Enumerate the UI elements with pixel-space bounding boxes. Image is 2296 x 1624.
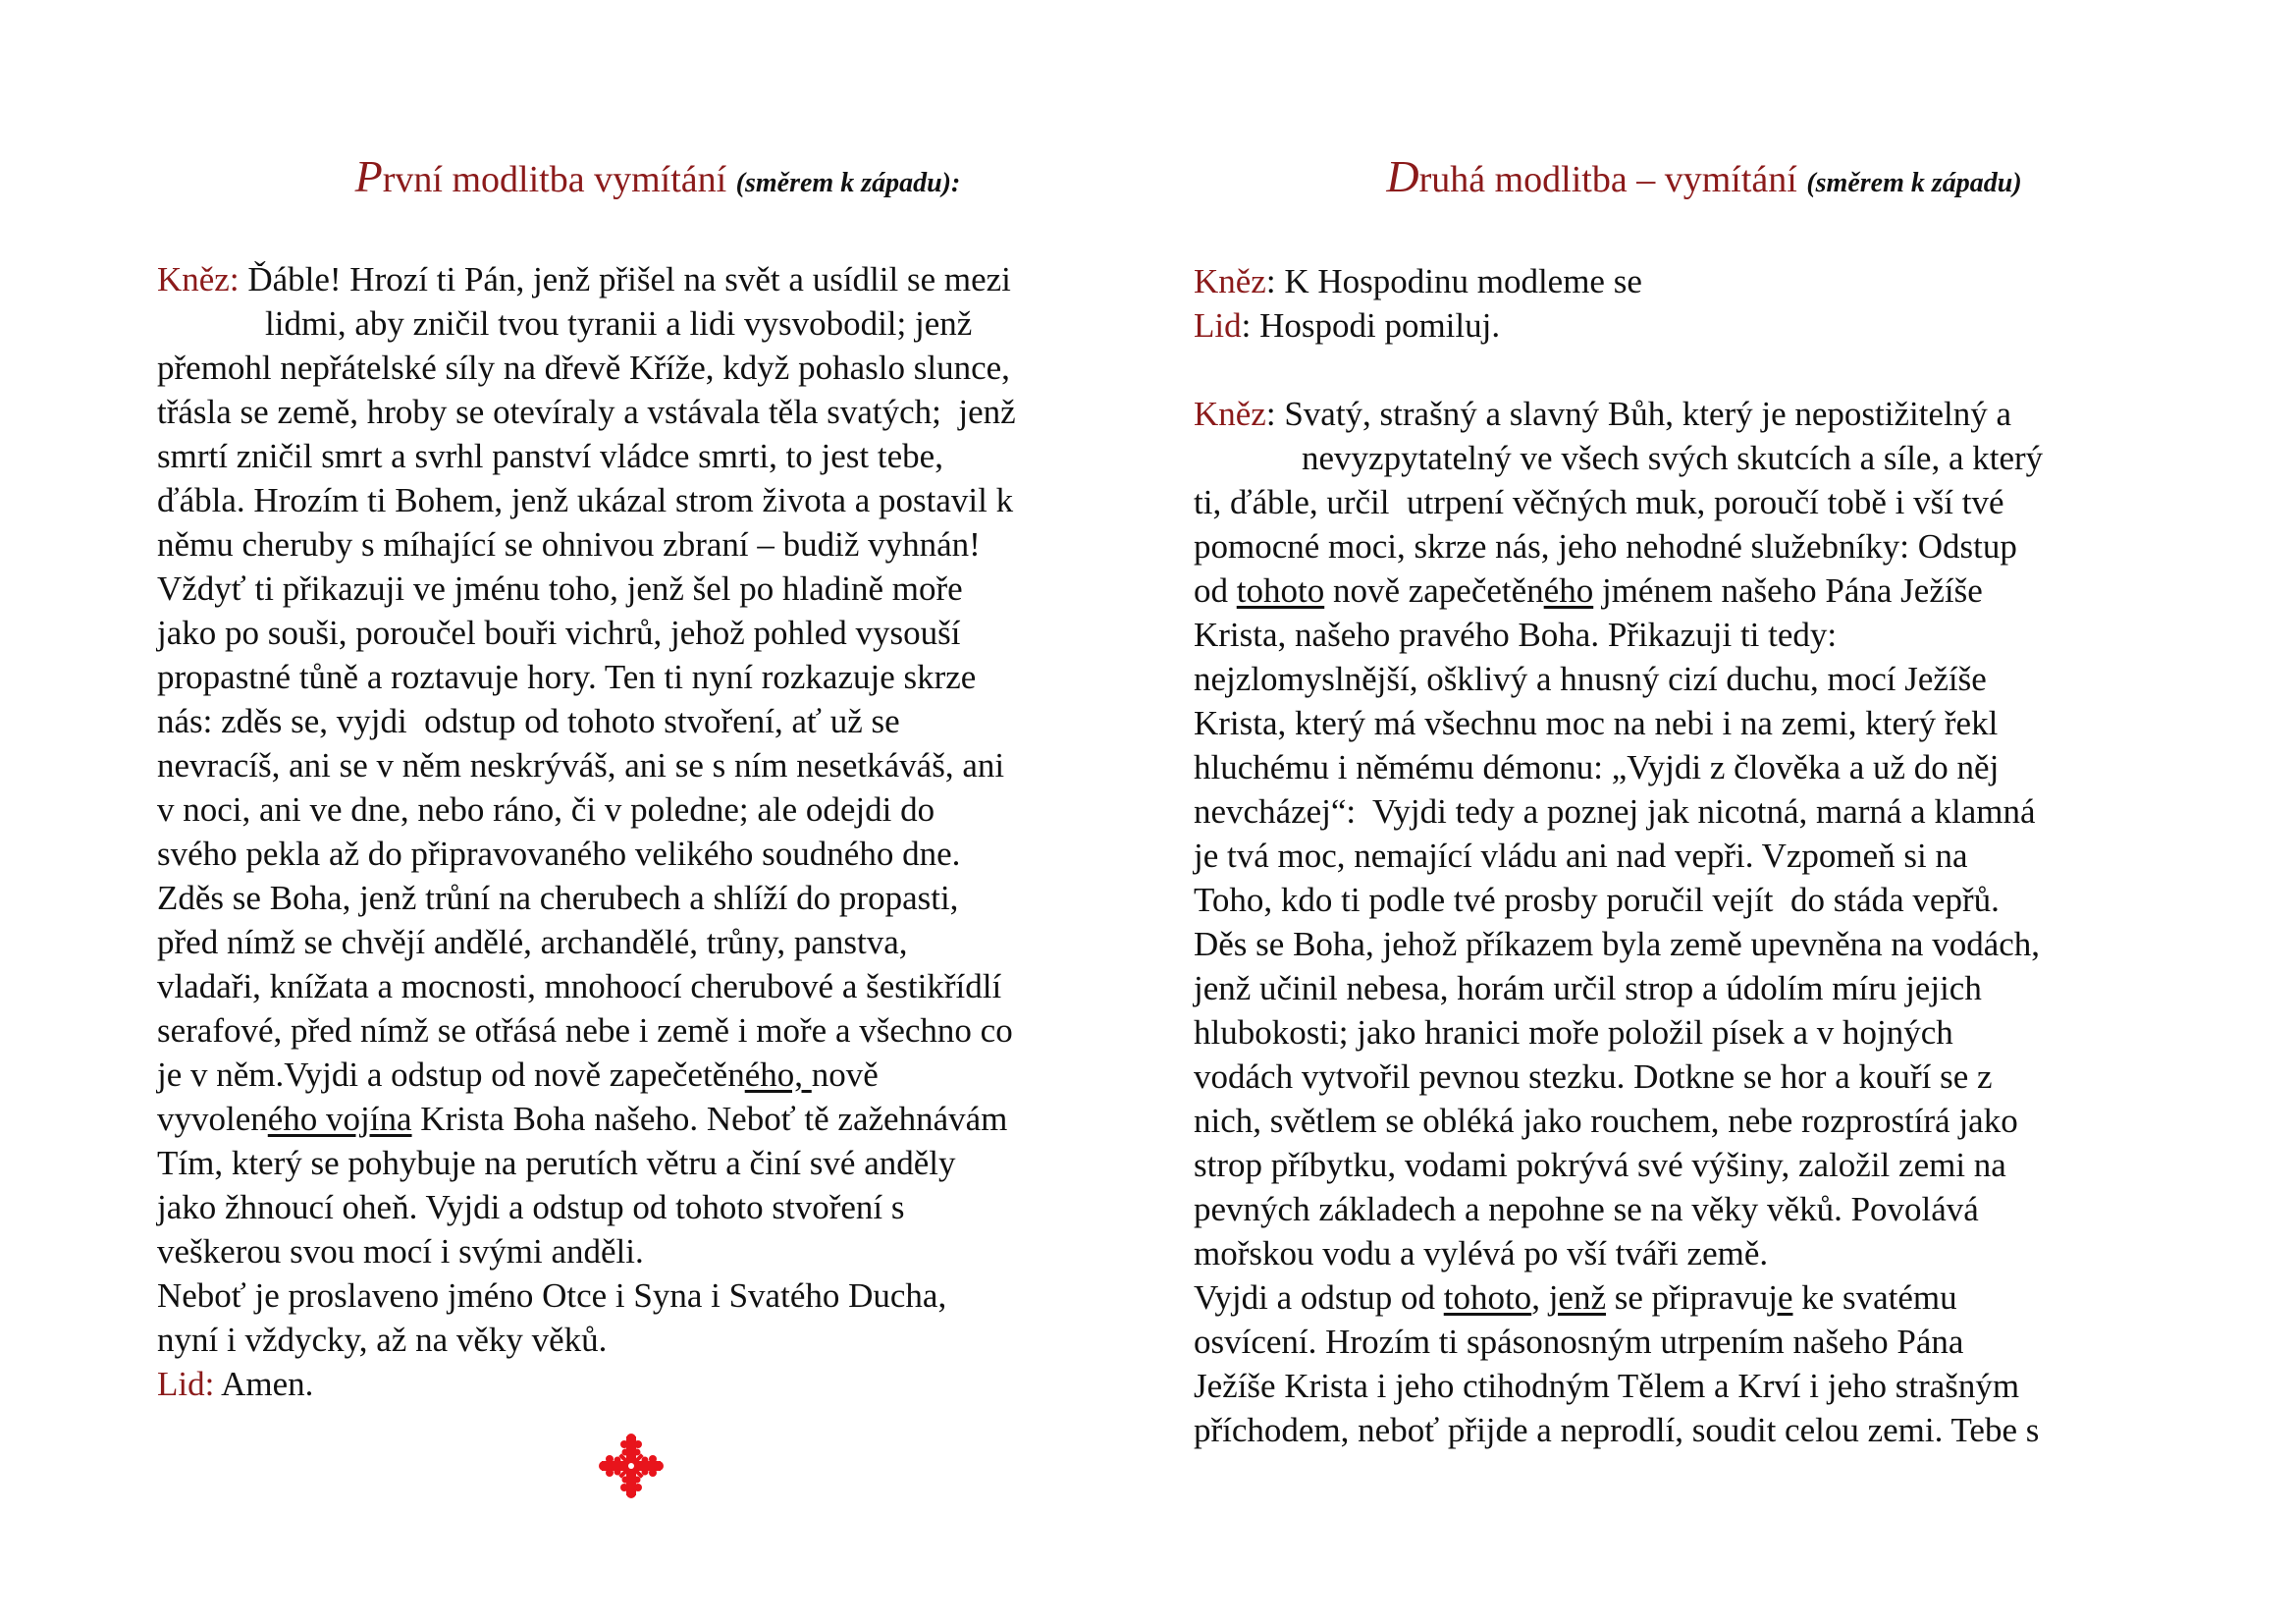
text-line	[157, 655, 1129, 699]
text-segment: : Svatý, strašný a slavný Bůh, který je nepostižitelný a	[1265, 395, 2012, 433]
text-segment: pevných základech a nepohne se na věky věků. Povolává	[1194, 1190, 1979, 1228]
text-segment: Vždyť ti přikazuji ve jménu toho, jenž šel po hladině moře	[157, 569, 963, 608]
text-line	[1194, 259, 2175, 303]
text-segment: Krista Boha našeho. Neboť tě zažehnávám	[411, 1100, 1008, 1138]
text-line	[157, 478, 1129, 522]
text-line	[1194, 392, 2175, 436]
text-segment: Vyjdi a odstup od	[1194, 1278, 1444, 1317]
speaker-label: Lid	[1194, 306, 1242, 345]
text-line	[157, 1008, 1129, 1053]
text-line	[157, 390, 1129, 434]
right-title	[1233, 147, 2175, 206]
text-segment: třásla se země, hroby se otevíraly a vstávala těla svatých; jenž	[157, 393, 1016, 431]
left-column	[157, 147, 1129, 1406]
text-line	[1194, 436, 2175, 480]
text-segment: vodách vytvořil pevnou stezku. Dotkne se hor a kouří se z	[1194, 1057, 1993, 1096]
left-prayer-text	[157, 257, 1129, 1406]
text-line	[1194, 1143, 2175, 1187]
text-line	[1194, 789, 2175, 834]
text-segment: od	[1194, 571, 1237, 610]
text-segment: nejzlomyslnější, ošklivý a hnusný cizí duchu, mocí Ježíše	[1194, 660, 1987, 698]
text-segment: pomocné moci, skrze nás, jeho nehodné služebníky: Odstup	[1194, 527, 2017, 566]
text-segment: ,	[1531, 1278, 1549, 1317]
text-segment: lidmi, aby zničil tvou tyranii a lidi vysvobodil; jenž	[265, 304, 973, 343]
text-segment: hluchému i němému démonu: „Vyjdi z člověka a už do něj	[1194, 748, 2000, 786]
text-segment: němu cheruby s míhající se ohnivou zbraní – budiž vyhnán!	[157, 525, 981, 564]
text-segment: v noci, ani ve dne, nebo ráno, či v poledne; ale odejdi do	[157, 790, 935, 829]
text-line	[1194, 1187, 2175, 1231]
right-title-dropcap: D	[1386, 151, 1419, 201]
left-title-subtitle: (směrem k západu):	[735, 168, 961, 198]
right-prayer-text	[1194, 259, 2175, 1452]
underlined-text: ého	[1543, 571, 1594, 610]
text-line	[1194, 1055, 2175, 1099]
text-line	[157, 434, 1129, 478]
text-line	[1194, 1010, 2175, 1055]
text-segment: smrtí zničil smrt a svrhl panství vládce smrti, to jest tebe,	[157, 437, 943, 475]
text-segment: jménem našeho Pána Ježíše	[1593, 571, 1983, 610]
text-segment: před nímž se chvějí andělé, archandělé, trůny, panstva,	[157, 923, 908, 961]
text-segment: jako žhnoucí oheň. Vyjdi a odstup od tohoto stvoření s	[157, 1188, 905, 1226]
text-segment: Amen.	[214, 1365, 314, 1403]
right-title-main: ruhá modlitba – vymítání	[1418, 159, 1797, 200]
text-segment: ďábla. Hrozím ti Bohem, jenž ukázal strom života a postavil k	[157, 481, 1014, 519]
text-segment: přemohl nepřátelské síly na dřevě Kříže, když pohaslo slunce,	[157, 349, 1010, 387]
text-line	[157, 1185, 1129, 1229]
underlined-text: je	[1768, 1278, 1793, 1317]
text-line	[1194, 657, 2175, 701]
cross-ornament-icon	[599, 1434, 664, 1498]
text-segment: Ježíše Krista i jeho ctihodným Tělem a Krví i jeho strašným	[1194, 1367, 2020, 1405]
text-segment: nás: zděs se, vyjdi odstup od tohoto stvoření, ať už se	[157, 702, 900, 740]
text-line	[157, 1362, 1129, 1406]
text-segment: osvícení. Hrozím ti spásonosným utrpením našeho Pána	[1194, 1323, 1964, 1361]
text-line	[1194, 568, 2175, 613]
text-segment: nevyzpytatelný ve všech svých skutcích a síle, a který	[1302, 439, 2044, 477]
text-line	[157, 567, 1129, 611]
text-segment: : Hospodi pomiluj.	[1241, 306, 1501, 345]
text-segment: Ďáble! Hrozí ti Pán, jenž přišel na svět a usídlil se mezi	[239, 260, 1011, 298]
text-line	[157, 787, 1129, 832]
text-segment: jako po souši, poroučel bouři vichrů, jehož pohled vysouší	[157, 614, 961, 652]
text-line	[1194, 613, 2175, 657]
text-segment: příchodem, neboť přijde a neprodlí, soudit celou zemi. Tebe s	[1194, 1411, 2040, 1449]
text-segment: Neboť je proslaveno jméno Otce i Syna i Svatého Ducha,	[157, 1276, 947, 1315]
text-line	[1194, 348, 2175, 392]
text-segment: Toho, kdo ti podle tvé prosby poručil vejít do stáda vepřů.	[1194, 881, 2000, 919]
text-line	[157, 1318, 1129, 1362]
text-line	[157, 1053, 1129, 1097]
text-line	[1194, 480, 2175, 524]
text-segment: Krista, našeho pravého Boha. Přikazuji ti tedy:	[1194, 616, 1838, 654]
text-segment: hlubokosti; jako hranici moře položil písek a v hojných	[1194, 1013, 1953, 1052]
text-line	[157, 699, 1129, 743]
text-line	[157, 1229, 1129, 1273]
text-line	[157, 301, 1129, 346]
text-segment: ke svatému	[1792, 1278, 1957, 1317]
text-line	[1194, 701, 2175, 745]
text-segment: : K Hospodinu modleme se	[1265, 262, 1642, 300]
text-line	[1194, 303, 2175, 348]
text-line	[157, 1097, 1129, 1141]
text-segment: vladaři, knížata a mocnosti, mnohoocí cherubové a šestikřídlí	[157, 967, 1002, 1005]
text-line	[1194, 745, 2175, 789]
underlined-text: tohoto	[1236, 571, 1325, 610]
text-segment: nevcházej“: Vyjdi tedy a poznej jak nicotná, marná a klamná	[1194, 792, 2036, 831]
underlined-text: tohoto	[1443, 1278, 1532, 1317]
right-column	[1194, 147, 2175, 1452]
speaker-label: Kněz:	[157, 260, 240, 298]
text-line	[1194, 1408, 2175, 1452]
text-segment: vyvolen	[157, 1100, 268, 1138]
text-segment: nich, světlem se obléká jako rouchem, nebe rozprostírá jako	[1194, 1102, 2018, 1140]
text-segment: se připravu	[1605, 1278, 1769, 1317]
text-line	[157, 743, 1129, 787]
left-title-main: rvní modlitba vymítání	[382, 159, 727, 200]
text-segment: propastné tůně a roztavuje hory. Ten ti nyní rozkazuje skrze	[157, 658, 977, 696]
text-segment: Zděs se Boha, jenž trůní na cherubech a shlíží do propasti,	[157, 879, 959, 917]
speaker-label: Kněz	[1194, 395, 1266, 433]
text-line	[1194, 834, 2175, 878]
underlined-text: ého,	[744, 1056, 812, 1094]
text-segment: ti, ďáble, určil utrpení věčných muk, poroučí tobě i vší tvé	[1194, 483, 2004, 521]
speaker-label: Lid:	[157, 1365, 215, 1403]
text-segment: je tvá moc, nemající vládu ani nad vepři. Vzpomeň si na	[1194, 837, 1968, 875]
text-segment: serafové, před nímž se otřásá nebe i země i moře a všechno co	[157, 1011, 1013, 1050]
text-segment: nově zapečetěn	[1324, 571, 1544, 610]
right-title-subtitle: (směrem k západu)	[1806, 168, 2022, 198]
text-line	[1194, 878, 2175, 922]
text-segment: Děs se Boha, jehož příkazem byla země upevněna na vodách,	[1194, 925, 2041, 963]
text-segment: nyní i vždycky, až na věky věků.	[157, 1321, 608, 1359]
text-segment: jenž učinil nebesa, horám určil strop a údolím míru jejich	[1194, 969, 1982, 1007]
text-line	[1194, 1364, 2175, 1408]
text-line	[157, 1141, 1129, 1185]
text-line	[1194, 524, 2175, 568]
text-line	[157, 876, 1129, 920]
text-line	[1194, 922, 2175, 966]
speaker-label: Kněz	[1194, 262, 1266, 300]
text-segment: Tím, který se pohybuje na perutích větru a činí své anděly	[157, 1144, 956, 1182]
text-segment: svého pekla až do připravovaného velikého soudného dne.	[157, 835, 961, 873]
text-line	[157, 257, 1129, 301]
text-segment: Krista, který má všechnu moc na nebi i na zemi, který řekl	[1194, 704, 1999, 742]
text-line	[1194, 1275, 2175, 1320]
text-segment: nevracíš, ani se v něm neskrýváš, ani se s ním nesetkáváš, ani	[157, 746, 1005, 785]
text-segment: mořskou vodu a vylévá po vší tváři země.	[1194, 1234, 1769, 1272]
text-segment: je v něm.Vyjdi a odstup od nově zapečetěn	[157, 1056, 745, 1094]
text-line	[1194, 1099, 2175, 1143]
text-line	[157, 920, 1129, 964]
text-line	[157, 964, 1129, 1008]
text-segment: strop příbytku, vodami pokrývá své výšiny, založil zemi na	[1194, 1146, 2006, 1184]
text-segment: veškerou svou mocí i svými anděli.	[157, 1232, 644, 1271]
text-line	[157, 522, 1129, 567]
text-line	[157, 611, 1129, 655]
text-line	[157, 1273, 1129, 1318]
text-line	[157, 832, 1129, 876]
text-segment: nově	[811, 1056, 879, 1094]
underlined-text: ého vojína	[267, 1100, 412, 1138]
text-line	[1194, 966, 2175, 1010]
underlined-text: jenž	[1548, 1278, 1606, 1317]
text-line	[157, 346, 1129, 390]
text-line	[1194, 1231, 2175, 1275]
left-title	[187, 147, 1129, 206]
left-title-dropcap: P	[354, 151, 383, 201]
text-line	[1194, 1320, 2175, 1364]
